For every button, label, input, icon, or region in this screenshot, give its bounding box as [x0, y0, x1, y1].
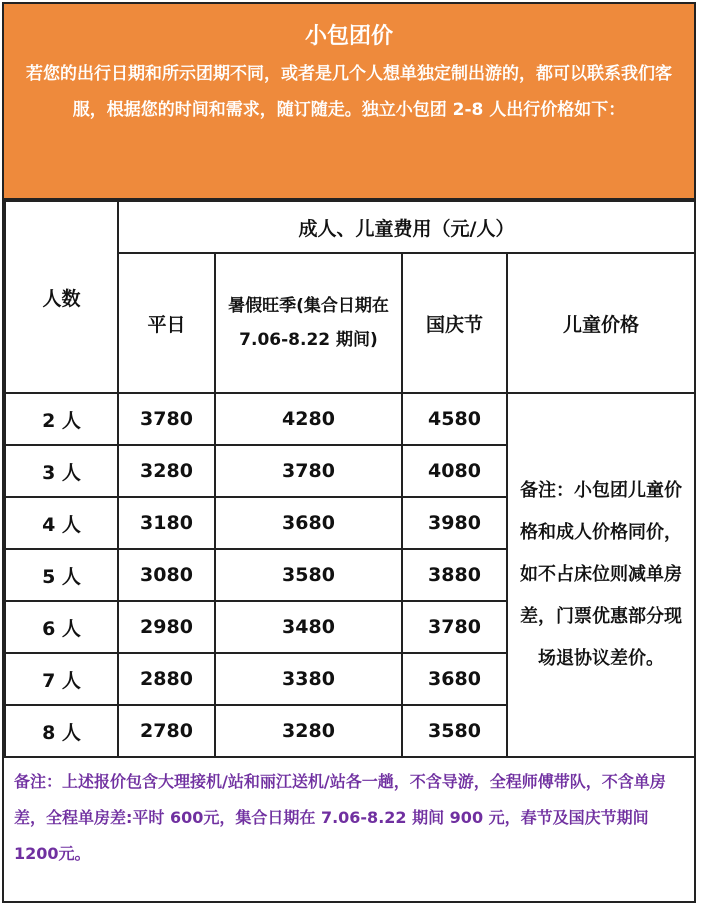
- header-national: 国庆节: [402, 253, 507, 393]
- cell-summer: 3480: [215, 601, 402, 653]
- cell-national: 3680: [402, 653, 507, 705]
- cell-national: 4580: [402, 393, 507, 445]
- cell-weekday: 3780: [118, 393, 215, 445]
- price-table: [4, 200, 696, 758]
- cell-weekday: 3180: [118, 497, 215, 549]
- header-description: 若您的出行日期和所示团期不同，或者是几个人想单独定制出游的，都可以联系我们客服，根据您的时间和需求，随订随走。独立小包团 2-8 人出行价格如下：: [26, 64, 672, 120]
- header-child-price: 儿童价格: [507, 253, 695, 393]
- page-title: 小包团价: [304, 24, 393, 49]
- cell-people: 6 人: [5, 601, 118, 653]
- cell-people: 8 人: [5, 705, 118, 757]
- footer-note: 备注：上述报价包含大理接机/站和丽江送机/站各一趟，不含导游，全程师傅带队，不含单房差，全程单房差:平时 600元，集合日期在 7.06-8.22 期间 900 元，春节及国庆节期间1200元。: [14, 772, 666, 863]
- cell-people: 2 人: [5, 393, 118, 445]
- cell-summer: 3680: [215, 497, 402, 549]
- cell-summer: 3580: [215, 549, 402, 601]
- child-price-note: 备注：小包团儿童价格和成人价格同价，如不占床位则减单房差，门票优惠部分现场退协议差价。: [507, 393, 695, 757]
- header-weekday: 平日: [118, 253, 215, 393]
- cell-people: 4 人: [5, 497, 118, 549]
- cell-people: 7 人: [5, 653, 118, 705]
- cell-weekday: 3280: [118, 445, 215, 497]
- cell-national: 3780: [402, 601, 507, 653]
- cell-weekday: 2780: [118, 705, 215, 757]
- cell-weekday: 3080: [118, 549, 215, 601]
- cell-national: 4080: [402, 445, 507, 497]
- price-sheet: [2, 2, 696, 903]
- cell-weekday: 2980: [118, 601, 215, 653]
- cell-national: 3880: [402, 549, 507, 601]
- cell-people: 5 人: [5, 549, 118, 601]
- cell-national: 3580: [402, 705, 507, 757]
- cell-summer: 3380: [215, 653, 402, 705]
- cell-weekday: 2880: [118, 653, 215, 705]
- cell-national: 3980: [402, 497, 507, 549]
- table-row: [5, 393, 695, 445]
- cell-summer: 3780: [215, 445, 402, 497]
- header-fee-group: 成人、儿童费用（元/人）: [118, 201, 695, 253]
- header-people: 人数: [5, 201, 118, 393]
- header-banner: [4, 4, 694, 200]
- cell-people: 3 人: [5, 445, 118, 497]
- header-summer: 暑假旺季(集合日期在 7.06-8.22 期间): [215, 253, 402, 393]
- cell-summer: 3280: [215, 705, 402, 757]
- cell-summer: 4280: [215, 393, 402, 445]
